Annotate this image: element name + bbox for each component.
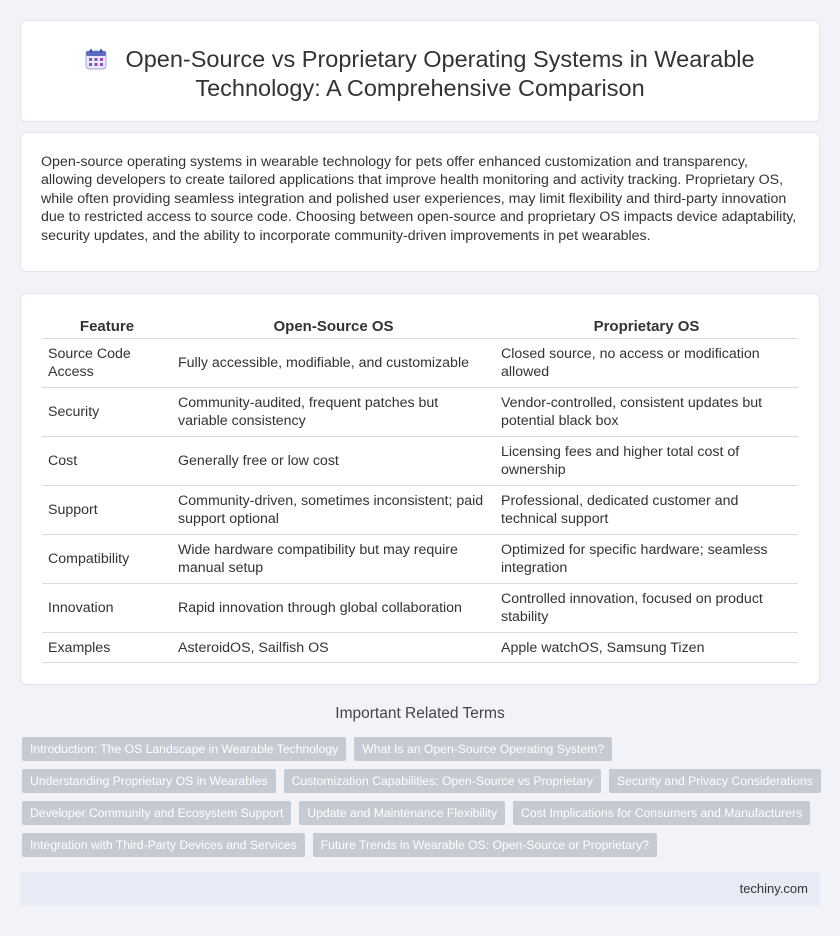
feature-cell: Security	[42, 388, 172, 437]
table-row	[42, 388, 798, 437]
proprietary-cell: Professional, dedicated customer and technical support	[495, 486, 798, 535]
related-term-chip[interactable]: What Is an Open-Source Operating System?	[354, 737, 612, 761]
open-source-cell: AsteroidOS, Sailfish OS	[172, 633, 495, 663]
related-term-chip[interactable]: Cost Implications for Consumers and Manufacturers	[513, 801, 810, 825]
chip-row	[22, 801, 812, 825]
proprietary-cell: Controlled innovation, focused on product stability	[495, 584, 798, 633]
footer-site-name[interactable]: techiny.com	[739, 881, 808, 896]
related-term-chip[interactable]: Security and Privacy Considerations	[609, 769, 821, 793]
proprietary-cell: Licensing fees and higher total cost of ownership	[495, 437, 798, 486]
table-row	[42, 584, 798, 633]
open-source-cell: Community-driven, sometimes inconsistent; paid support optional	[172, 486, 495, 535]
related-term-chip[interactable]: Customization Capabilities: Open-Source vs Proprietary	[284, 769, 601, 793]
open-source-cell: Generally free or low cost	[172, 437, 495, 486]
comparison-card	[20, 293, 820, 685]
chip-row	[22, 769, 812, 793]
chip-row	[22, 833, 812, 857]
table-row	[42, 535, 798, 584]
page-title	[21, 45, 819, 103]
header-feature: Feature	[42, 316, 172, 339]
title-line-1: Open-Source vs Proprietary Operating Systems in Wearable	[125, 46, 755, 72]
open-source-cell: Community-audited, frequent patches but variable consistency	[172, 388, 495, 437]
title-card	[20, 20, 820, 122]
feature-cell: Source Code Access	[42, 339, 172, 388]
table-row	[42, 486, 798, 535]
feature-cell: Examples	[42, 633, 172, 663]
feature-cell: Innovation	[42, 584, 172, 633]
table-header-row	[42, 316, 798, 339]
footer	[20, 872, 820, 906]
related-term-chip[interactable]: Introduction: The OS Landscape in Wearable Technology	[22, 737, 346, 761]
related-term-chip[interactable]: Future Trends in Wearable OS: Open-Source or Proprietary?	[313, 833, 657, 857]
proprietary-cell: Closed source, no access or modification allowed	[495, 339, 798, 388]
related-term-chip[interactable]: Understanding Proprietary OS in Wearables	[22, 769, 276, 793]
proprietary-cell: Apple watchOS, Samsung Tizen	[495, 633, 798, 663]
proprietary-cell: Optimized for specific hardware; seamless integration	[495, 535, 798, 584]
header-proprietary: Proprietary OS	[495, 316, 798, 339]
calendar-icon	[85, 48, 107, 70]
comparison-table	[42, 316, 798, 663]
open-source-cell: Rapid innovation through global collaboration	[172, 584, 495, 633]
feature-cell: Support	[42, 486, 172, 535]
open-source-cell: Fully accessible, modifiable, and customizable	[172, 339, 495, 388]
intro-paragraph: Open-source operating systems in wearable technology for pets offer enhanced customization and transparency, allowing developers to create tailored applications that improve health monitoring and activity tracking. Proprietary OS, while often providing seamless integration and polished user experiences, may limit flexibility and third-party innovation due to restricted access to source code. Choosing between open-source and proprietary OS impacts device adaptability, security updates, and the ability to incorporate community-driven improvements in pet wearables.	[41, 154, 797, 244]
intro-card	[20, 132, 820, 272]
table-row	[42, 339, 798, 388]
related-terms-heading: Important Related Terms	[335, 705, 505, 722]
related-term-chip[interactable]: Update and Maintenance Flexibility	[299, 801, 505, 825]
chip-row	[22, 737, 812, 761]
table-row	[42, 633, 798, 663]
table-row	[42, 437, 798, 486]
title-line-2: Technology: A Comprehensive Comparison	[195, 75, 645, 101]
feature-cell: Cost	[42, 437, 172, 486]
proprietary-cell: Vendor-controlled, consistent updates but potential black box	[495, 388, 798, 437]
related-term-chip[interactable]: Integration with Third-Party Devices and Services	[22, 833, 305, 857]
open-source-cell: Wide hardware compatibility but may require manual setup	[172, 535, 495, 584]
header-open-source: Open-Source OS	[172, 316, 495, 339]
related-term-chip[interactable]: Developer Community and Ecosystem Support	[22, 801, 291, 825]
feature-cell: Compatibility	[42, 535, 172, 584]
related-terms-list	[22, 737, 812, 865]
